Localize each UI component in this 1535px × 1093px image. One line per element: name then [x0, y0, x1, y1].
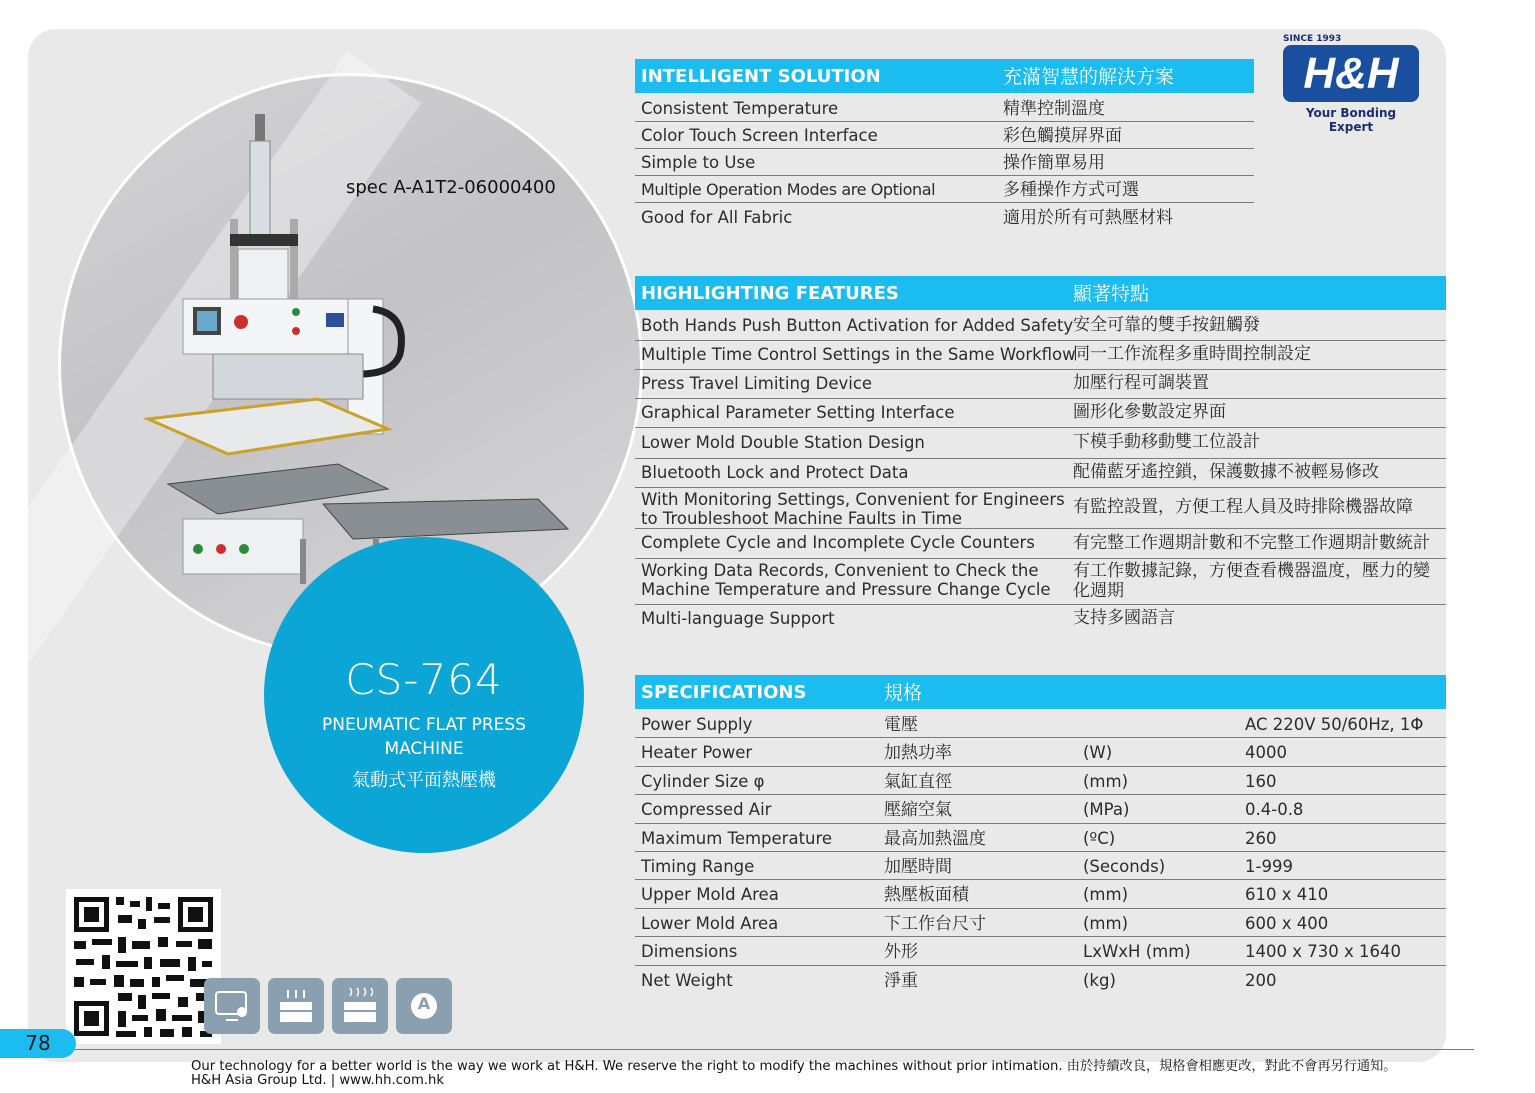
specifications-header-en: SPECIFICATIONS: [641, 682, 807, 703]
spec-unit: (W): [1083, 743, 1113, 763]
spec-name-en: Maximum Temperature: [641, 828, 833, 848]
intelligent-row: [635, 204, 1254, 232]
highlighting-row-en: Multiple Time Control Settings in the Same Workflow: [641, 345, 1076, 364]
highlighting-row-cn: 安全可靠的雙手按鈕觸發: [1073, 315, 1260, 335]
spec-name-cn: 壓縮空氣: [884, 800, 952, 821]
product-title: [264, 713, 584, 761]
page-panel: [28, 29, 1446, 1088]
highlighting-row-en: Bluetooth Lock and Protect Data: [641, 463, 909, 482]
footer-company: H&H Asia Group Ltd. | www.hh.com.hk: [191, 1073, 444, 1088]
spec-name-en: Dimensions: [641, 942, 738, 962]
page-number: 78: [0, 1029, 76, 1058]
highlighting-row-en: Complete Cycle and Incomplete Cycle Counters: [641, 533, 1035, 552]
product-title-line1: PNEUMATIC FLAT PRESS: [322, 715, 526, 735]
spec-row: [635, 795, 1446, 823]
spec-unit: LxWxH (mm): [1083, 942, 1191, 962]
spec-value: AC 220V 50/60Hz, 1Φ: [1245, 715, 1424, 734]
highlighting-row: [635, 311, 1446, 341]
logo-tagline: Your Bonding Expert: [1305, 106, 1397, 134]
model-number: CS-764: [345, 655, 503, 704]
highlighting-row: [635, 558, 1446, 605]
highlighting-row: [635, 458, 1446, 488]
spec-unit: (ºC): [1083, 828, 1116, 848]
spec-name-cn: 加熱功率: [884, 743, 952, 764]
highlighting-row-en: With Monitoring Settings, Convenient for Engineers: [641, 490, 1065, 509]
touch-screen-icon: [204, 978, 260, 1034]
logo-since: SINCE 1993: [1283, 34, 1342, 44]
highlighting-row-cn: 加壓行程可調裝置: [1073, 373, 1209, 393]
spec-row: [635, 880, 1446, 908]
spec-row: [635, 852, 1446, 880]
spec-name-cn: 淨重: [884, 970, 918, 991]
highlighting-header: [635, 276, 1446, 310]
highlighting-row-cn: 支持多國語言: [1073, 608, 1175, 628]
spec-name-en: Compressed Air: [641, 800, 772, 820]
spec-name-cn: 外形: [884, 942, 918, 963]
spec-name-en: Heater Power: [641, 743, 753, 763]
heat-press-icon: [332, 978, 388, 1034]
spec-value: 260: [1245, 828, 1277, 848]
spec-value: 1-999: [1245, 857, 1293, 876]
spec-value: 160: [1245, 771, 1277, 791]
heater-plate-icon: [268, 978, 324, 1034]
specifications-header: [635, 675, 1446, 709]
footer-divider: [28, 1049, 1474, 1050]
highlighting-row-en-line2: Machine Temperature and Pressure Change Cycle: [641, 580, 1051, 599]
highlighting-row-cn: 同一工作流程多重時間控制設定: [1073, 344, 1311, 364]
highlighting-row: [635, 427, 1446, 459]
spec-value: 610 x 410: [1245, 885, 1329, 905]
spec-unit: (Seconds): [1083, 857, 1166, 876]
spec-unit: (mm): [1083, 771, 1129, 791]
highlighting-row-en: Graphical Parameter Setting Interface: [641, 403, 955, 422]
intelligent-row-cn: 多種操作方式可選: [1003, 180, 1139, 200]
intelligent-header-cn: 充滿智慧的解決方案: [1003, 66, 1175, 88]
intelligent-row-en: Good for All Fabric: [641, 208, 793, 227]
spec-value: 200: [1245, 970, 1277, 990]
spec-name-cn: 下工作台尺寸: [884, 913, 986, 934]
highlighting-row-en: Working Data Records, Convenient to Check the: [641, 561, 1039, 580]
spec-row: [635, 937, 1446, 965]
intelligent-row-cn: 操作簡單易用: [1003, 153, 1105, 173]
footer-disclaimer: Our technology for a better world is the way we work at H&H. We reserve the right to modify the machines without prior intimation. 由於持續改良，規格會相應更改，對此不會再另行通知。: [191, 1059, 1397, 1074]
highlighting-row: [635, 487, 1446, 529]
spec-row: [635, 710, 1446, 738]
highlighting-row: [635, 604, 1446, 633]
spec-name-en: Net Weight: [641, 970, 733, 990]
highlighting-row: [635, 528, 1446, 559]
spec-name-en: Lower Mold Area: [641, 913, 779, 933]
highlighting-row-en: Lower Mold Double Station Design: [641, 433, 925, 452]
spec-row: [635, 824, 1446, 852]
spec-code: spec A-A1T2-06000400: [346, 177, 556, 198]
spec-name-en: Cylinder Size φ: [641, 771, 765, 791]
auto-mode-icon: [396, 978, 452, 1034]
spec-unit: (kg): [1083, 970, 1116, 990]
intelligent-row-en: Color Touch Screen Interface: [641, 126, 878, 145]
highlighting-row: [635, 398, 1446, 428]
highlighting-header-en: HIGHLIGHTING FEATURES: [641, 283, 899, 304]
highlighting-row-en: Press Travel Limiting Device: [641, 374, 873, 393]
intelligent-row-en: Simple to Use: [641, 153, 756, 172]
spec-name-en: Upper Mold Area: [641, 885, 779, 905]
intelligent-header-en: INTELLIGENT SOLUTION: [641, 66, 881, 87]
intelligent-row: [635, 95, 1254, 122]
spec-name-cn: 最高加熱溫度: [884, 828, 986, 849]
qr-code[interactable]: [66, 889, 221, 1044]
intelligent-row-en: Multiple Operation Modes are Optional: [641, 180, 936, 199]
spec-value: 1400 x 730 x 1640: [1245, 942, 1401, 962]
highlighting-row-en-line2: to Troubleshoot Machine Faults in Time: [641, 509, 963, 528]
spec-name-cn: 電壓: [884, 715, 918, 735]
highlighting-row-cn: 有工作數據記錄，方便查看機器溫度，壓力的變: [1073, 561, 1430, 581]
intelligent-row-cn: 精準控制溫度: [1003, 99, 1105, 119]
highlighting-row-cn: 下模手動移動雙工位設計: [1073, 432, 1260, 452]
spec-name-cn: 熱壓板面積: [884, 885, 969, 906]
spec-value: 600 x 400: [1245, 913, 1329, 933]
highlighting-row: [635, 369, 1446, 399]
intelligent-row-cn: 彩色觸摸屏界面: [1003, 126, 1122, 146]
highlighting-header-cn: 顯著特點: [1073, 283, 1150, 305]
product-title-cn: 氣動式平面熱壓機: [352, 770, 496, 791]
highlighting-row-en: Multi-language Support: [641, 609, 835, 628]
intelligent-header: [635, 59, 1254, 93]
spec-value: 4000: [1245, 743, 1287, 763]
spec-row: [635, 966, 1446, 993]
spec-name-en: Timing Range: [641, 857, 755, 876]
spec-name-cn: 氣缸直徑: [884, 771, 952, 792]
spec-row: [635, 909, 1446, 937]
auto-mode-letter: A: [417, 994, 431, 1013]
spec-name-cn: 加壓時間: [884, 857, 952, 877]
highlighting-row-cn: 配備藍牙遙控鎖，保護數據不被輕易修改: [1073, 462, 1379, 482]
brand-logo: H&H: [1283, 45, 1419, 102]
product-title-line2: MACHINE: [384, 739, 464, 759]
spec-unit: (MPa): [1083, 800, 1130, 820]
highlighting-row-cn-line2: 化週期: [1073, 581, 1124, 601]
spec-value: 0.4-0.8: [1245, 800, 1304, 820]
specifications-header-cn: 規格: [884, 682, 923, 704]
spec-unit: (mm): [1083, 885, 1129, 905]
highlighting-row-en: Both Hands Push Button Activation for Added Safety: [641, 316, 1074, 335]
spec-row: [635, 767, 1446, 795]
highlighting-row-cn: 有監控設置，方便工程人員及時排除機器故障: [1073, 497, 1413, 517]
intelligent-row: [635, 122, 1254, 149]
intelligent-row: [635, 176, 1254, 203]
spec-name-en: Power Supply: [641, 715, 753, 734]
highlighting-row-cn: 圖形化參數設定界面: [1073, 402, 1226, 422]
intelligent-row-cn: 適用於所有可熱壓材料: [1003, 208, 1173, 228]
spec-unit: (mm): [1083, 913, 1129, 933]
highlighting-row-cn: 有完整工作週期計數和不完整工作週期計數統計: [1073, 533, 1430, 553]
intelligent-row-en: Consistent Temperature: [641, 99, 839, 118]
intelligent-row: [635, 149, 1254, 176]
highlighting-row: [635, 340, 1446, 370]
spec-row: [635, 738, 1446, 766]
